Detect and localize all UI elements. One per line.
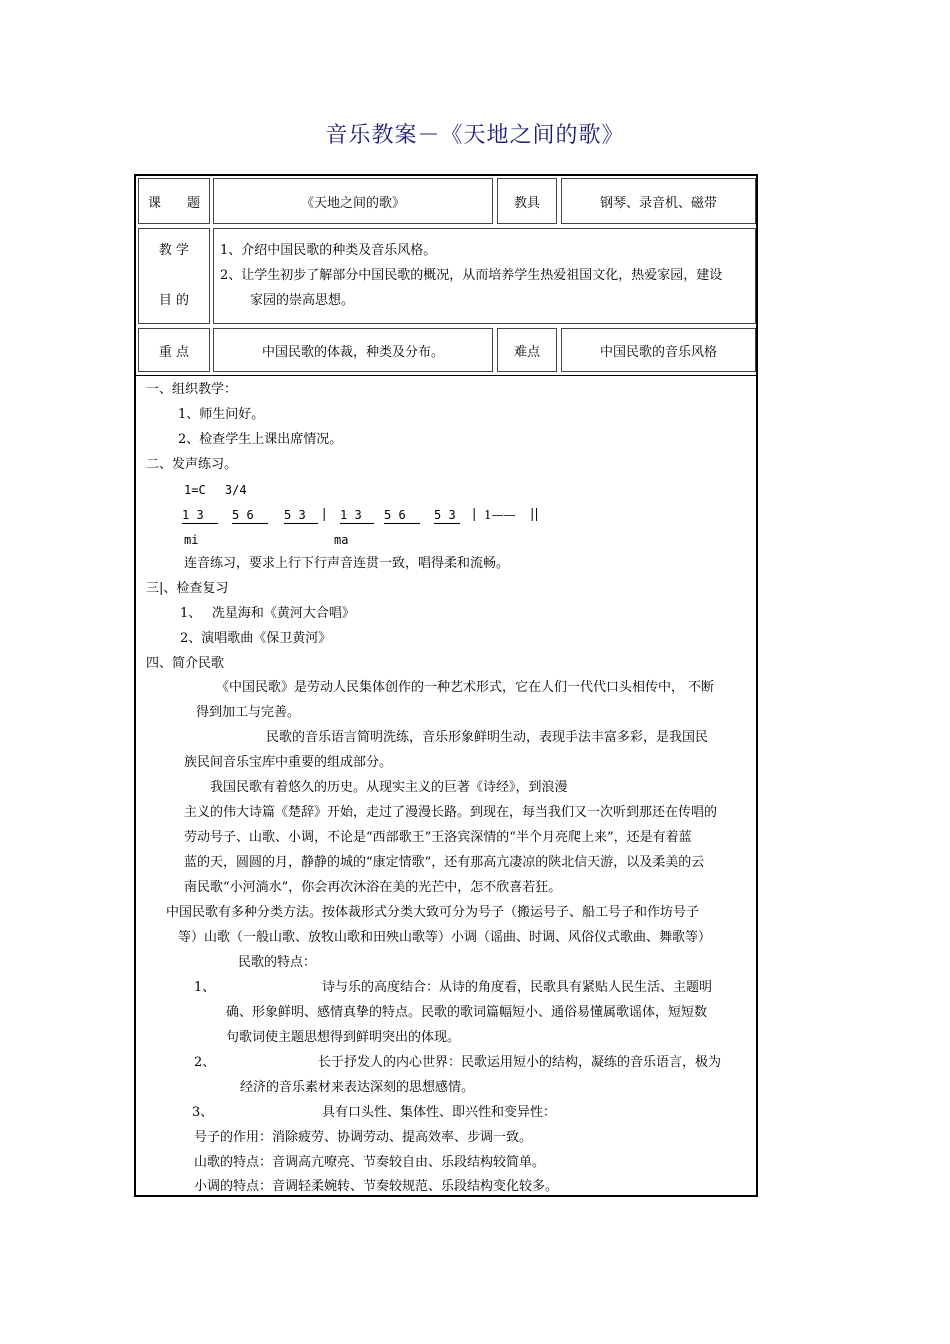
section-1-item-1: 1、师生问好。 [178, 407, 265, 422]
page-title: 音乐教案－《天地之间的歌》 [325, 123, 625, 148]
para-3d: 蓝的天，圆圆的月，静静的城的“康定情歌”，还有那高亢凄凉的陕北信天游，以及柔美的云 [184, 855, 705, 870]
para-3e: 南民歌“小河淌水”，你会再次沐浴在美的光芒中，怎不欣喜若狂。 [184, 880, 562, 895]
end-bar-line: || [530, 507, 539, 522]
tools-label: 教具 [497, 178, 557, 224]
feature-3a: 具有口头性、集体性、即兴性和变异性： [322, 1105, 557, 1120]
feature-1a: 诗与乐的高度结合：从诗的角度看，民歌具有紧贴人民生活、主题明 [322, 980, 713, 995]
para-2a: 民歌的音乐语言简明洗练，音乐形象鲜明生动，表现手法丰富多彩，是我国民 [266, 730, 709, 745]
diff-label: 难点 [497, 328, 557, 372]
topic-value: 《天地之间的歌》 [213, 178, 493, 224]
note-group-6: 5 3 [434, 507, 460, 524]
section-4: 四、简介民歌 [146, 656, 225, 671]
lesson-plan-table [134, 174, 758, 1197]
feature-3-number: 3、 [192, 1105, 214, 1120]
para-5: 民歌的特点： [238, 955, 317, 970]
section-3-item-2: 2、演唱歌曲《保卫黄河》 [180, 631, 332, 646]
note-group-4: 1 3 [340, 507, 374, 524]
section-3-item-1: 1、 冼星海和《黄河大合唱》 [180, 606, 355, 621]
goal-2b: 家园的崇高思想。 [250, 293, 355, 308]
key-value: 中国民歌的体裁，种类及分布。 [213, 328, 493, 372]
para-4a: 中国民歌有多种分类方法。按体裁形式分类大致可分为号子（搬运号子、船工号子和作坊号子 [166, 905, 700, 920]
note-group-2: 5 6 [232, 507, 268, 524]
goal-text [220, 238, 750, 313]
goal-label-line1: 教 学 [158, 243, 190, 258]
note-group-1: 1 3 [182, 507, 218, 524]
para-2b: 族民间音乐宝库中重要的组成部分。 [184, 755, 393, 770]
para-1a: 《中国民歌》是劳动人民集体创作的一种艺术形式，它在人们一代代口头相传中， 不断 [216, 680, 715, 695]
para-3c: 劳动号子、山歌、小调，不论是“西部歌王”王洛宾深情的“半个月亮爬上来”，还是有着蓝 [184, 830, 692, 845]
syllable-mi: mi [184, 533, 199, 547]
bar-line: | [322, 507, 327, 522]
note-group-5: 5 6 [384, 507, 420, 524]
key-signature: 1=C 3/4 [184, 483, 247, 497]
section-2-note: 连音练习，要求上行下行声音连贯一致，唱得柔和流畅。 [184, 556, 510, 571]
goal-label-line2: 目 的 [158, 293, 190, 308]
feature-2-number: 2、 [194, 1055, 216, 1070]
goal-label [138, 228, 210, 324]
para-4b: 等）山歌（一般山歌、放牧山歌和田殃山歌等）小调（谣曲、时调、风俗仪式歌曲、舞歌等） [178, 930, 712, 945]
section-3: 三|、检查复习 [146, 581, 229, 596]
section-2: 二、发声练习。 [146, 457, 238, 472]
feature-1b: 确、形象鲜明、感情真挚的特点。民歌的歌词篇幅短小、通俗易懂属歌谣体，短短数 [226, 1005, 708, 1020]
note-group-7: 1—— [484, 508, 516, 522]
goal-1: 1、介绍中国民歌的种类及音乐风格。 [220, 243, 437, 258]
feature-1-number: 1、 [194, 980, 216, 995]
note-group-3: 5 3 [284, 507, 318, 524]
key-label: 重 点 [138, 328, 210, 372]
diff-value: 中国民歌的音乐风格 [561, 328, 756, 372]
section-1-item-2: 2、检查学生上课出席情况。 [178, 432, 343, 447]
divider [136, 375, 756, 376]
feature-2b: 经济的音乐素材来表达深刻的思想感情。 [240, 1080, 475, 1095]
xiaodiao-features: 小调的特点：音调轻柔婉转、节奏较规范、乐段结构变化较多。 [194, 1179, 559, 1194]
tools-value: 钢琴、录音机、磁带 [561, 178, 756, 224]
bar-line: | [472, 507, 477, 522]
goal-2a: 2、让学生初步了解部分中国民歌的概况，从而培养学生热爱祖国文化，热爱家园，建设 [220, 268, 723, 283]
para-3a: 我国民歌有着悠久的历史。从现实主义的巨著《诗经》，到浪漫 [210, 780, 568, 795]
haozi-function: 号子的作用：消除疲劳、协调劳动、提高效率、步调一致。 [194, 1130, 533, 1145]
topic-label: 课 题 [138, 178, 210, 224]
shange-features: 山歌的特点：音调高亢嘹亮、节奏较自由、乐段结构较简单。 [194, 1155, 546, 1170]
section-1: 一、组织教学： [146, 382, 238, 397]
para-1b: 得到加工与完善。 [196, 705, 301, 720]
syllable-ma: ma [334, 533, 349, 547]
feature-2a: 长于抒发人的内心世界：民歌运用短小的结构，凝练的音乐语言，极为 [318, 1055, 722, 1070]
feature-1c: 句歌词使主题思想得到鲜明突出的体现。 [226, 1030, 461, 1045]
para-3b: 主义的伟大诗篇《楚辞》开始，走过了漫漫长路。到现在，每当我们又一次听到那还在传唱的 [184, 805, 718, 820]
